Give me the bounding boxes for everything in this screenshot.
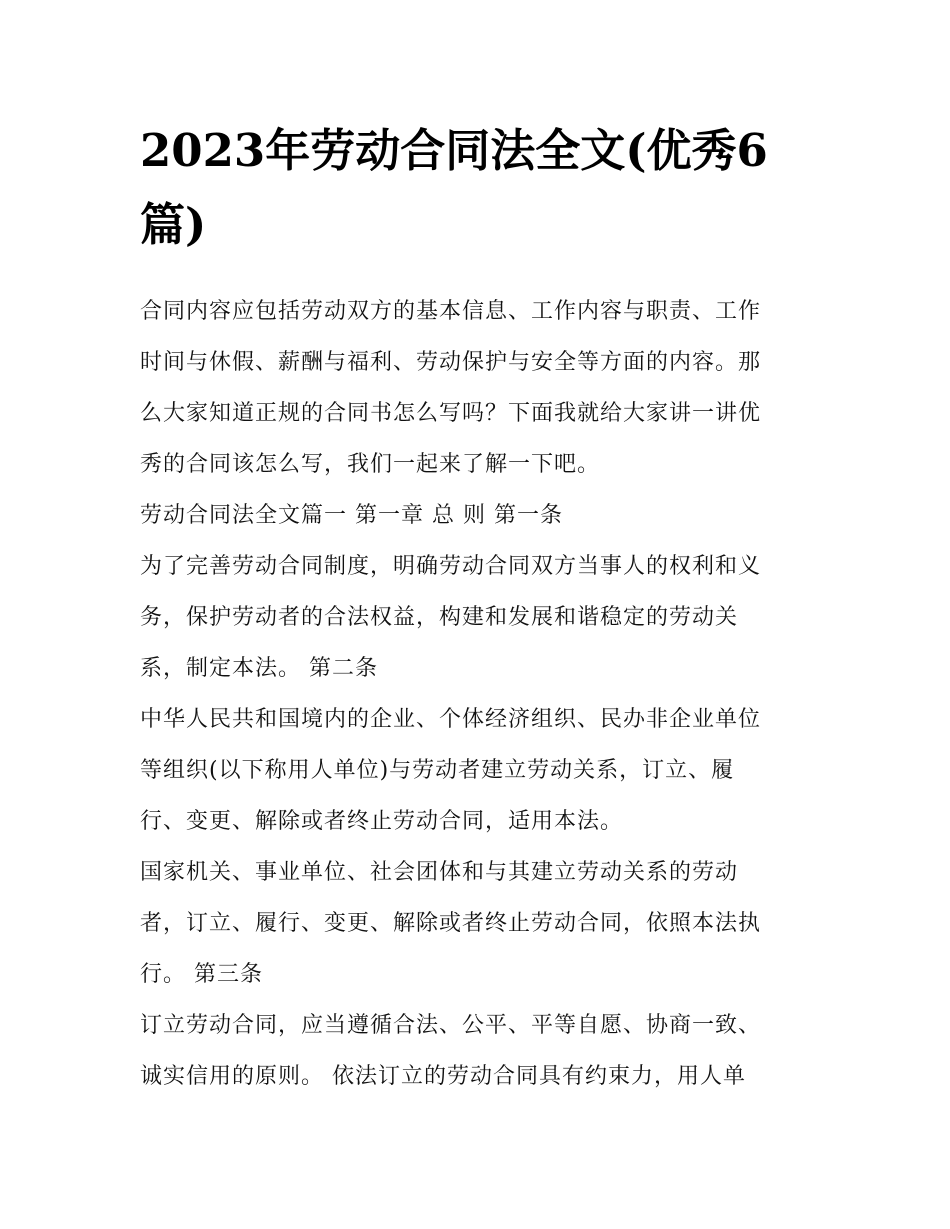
text-line: 时间与休假、薪酬与福利、劳动保护与安全等方面的内容。那	[140, 350, 762, 375]
text-line: 么大家知道正规的合同书怎么写吗？下面我就给大家讲一讲优	[140, 401, 762, 426]
article-paragraph	[140, 541, 812, 694]
text-line: 行、变更、解除或者终止劳动合同，适用本法。	[140, 809, 624, 834]
text-line: 者，订立、履行、变更、解除或者终止劳动合同，依照本法执	[140, 911, 762, 936]
section-heading-paragraph	[140, 490, 812, 541]
text-line: 劳动合同法全文篇一 第一章 总 则 第一条	[140, 503, 563, 528]
text-line: 为了完善劳动合同制度，明确劳动合同双方当事人的权利和义	[140, 554, 762, 579]
article-paragraph	[140, 1000, 812, 1102]
title-line: 篇)	[140, 198, 207, 251]
title-line: 2023年劳动合同法全文(优秀6	[140, 124, 768, 177]
document-title	[140, 114, 812, 262]
text-line: 订立劳动合同，应当遵循合法、公平、平等自愿、协商一致、	[140, 1013, 762, 1038]
intro-paragraph	[140, 286, 812, 490]
text-line: 合同内容应包括劳动双方的基本信息、工作内容与职责、工作	[140, 299, 762, 324]
text-line: 中华人民共和国境内的企业、个体经济组织、民办非企业单位	[140, 707, 762, 732]
text-line: 国家机关、事业单位、社会团体和与其建立劳动关系的劳动	[140, 860, 739, 885]
article-paragraph	[140, 847, 812, 1000]
text-line: 系，制定本法。 第二条	[140, 656, 378, 681]
article-paragraph	[140, 694, 812, 847]
text-line: 秀的合同该怎么写，我们一起来了解一下吧。	[140, 452, 601, 477]
document-body	[140, 114, 812, 1102]
text-line: 等组织(以下称用人单位)与劳动者建立劳动关系，订立、履	[140, 758, 735, 783]
text-line: 诚实信用的原则。 依法订立的劳动合同具有约束力，用人单	[140, 1064, 746, 1089]
text-line: 务，保护劳动者的合法权益，构建和发展和谐稳定的劳动关	[140, 605, 739, 630]
text-line: 行。 第三条	[140, 962, 263, 987]
